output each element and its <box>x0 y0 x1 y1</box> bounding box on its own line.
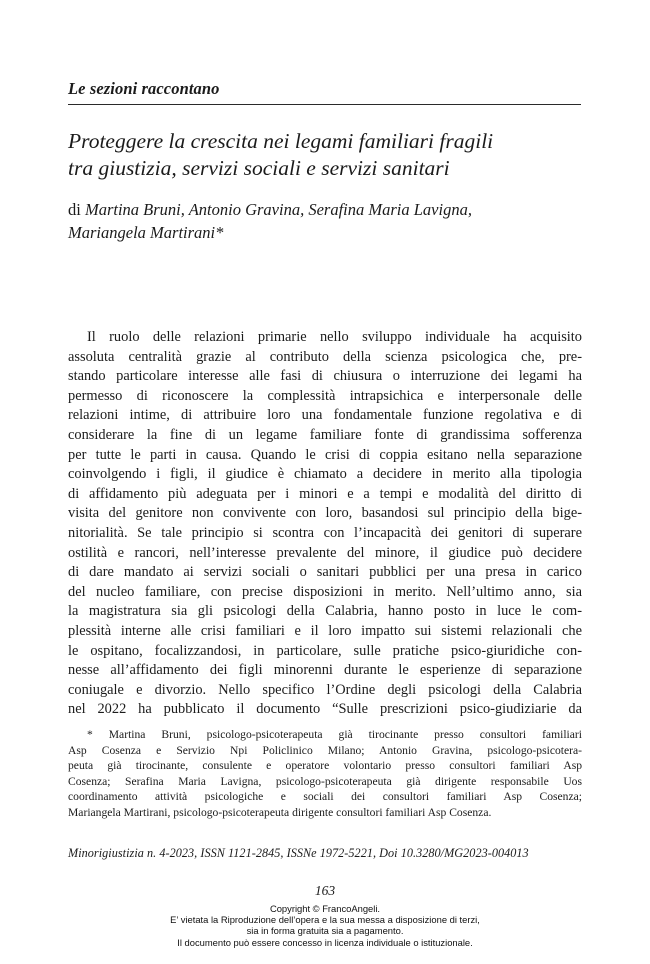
body-line: di affidamento più adeguata per i minori e a tempi e modalità del diritto di <box>68 485 582 502</box>
body-line: coinvolgendo i figli, il giudice è chiamato a decidere in merito alla tipologia <box>68 466 582 483</box>
article-title-line: tra giustizia, servizi sociali e servizi sanitari <box>68 156 450 180</box>
copyright-notice <box>68 903 582 948</box>
body-line: per tutte le parti in causa. Quando le crisi di coppia esitano nella separazione <box>68 446 582 463</box>
body-line: coniugale e divorzio. Nello specifico l’Ordine degli psicologi della Calabria <box>68 681 582 698</box>
footnote-line: coordinamento attività psicologiche e sociali dei consultori familiari Asp Cosenza; <box>68 790 582 804</box>
article-title <box>68 128 582 182</box>
copyright-line: Il documento può essere concesso in licenza individuale o istituzionale. <box>177 936 473 948</box>
footnote-line: Mariangela Martirani, psicologo-psicoterapeuta dirigente consultori familiari Asp Cosenza. <box>68 805 492 819</box>
section-label: Le sezioni raccontano <box>68 79 220 98</box>
body-line: Il ruolo delle relazioni primarie nello sviluppo individuale ha acquisito <box>87 329 582 345</box>
footnote-line: * Martina Bruni, psicologo-psicoterapeuta già tirocinante presso consultori familiari <box>87 728 582 741</box>
body-line: stando particolare interesse alle fasi di chiusura o interruzione dei legami ha <box>68 368 582 385</box>
body-line: del nucleo familiare, con precise disposizioni in merito. Nell’ultimo anno, sia <box>68 583 582 600</box>
author-footnote <box>68 727 582 821</box>
body-line: visita del genitore non convivente con loro, basandosi sul principio della bige- <box>68 505 582 522</box>
body-line: ostilità e rancori, nell’interesse prevalente del minore, il giudice può decidere <box>68 544 582 561</box>
page-number: 163 <box>314 883 336 898</box>
copyright-line: Copyright © FrancoAngeli. <box>269 903 381 914</box>
journal-citation: Minorigiustizia n. 4-2023, ISSN 1121-2845, ISSNe 1972-5221, Doi 10.3280/MG2023-004013 <box>68 846 529 860</box>
body-line: permesso di riconoscere la complessità intrapsichica e interpersonale delle <box>68 387 582 404</box>
body-line: la magistratura sia gli psicologi della Calabria, hanno posto in luce le com- <box>68 603 582 620</box>
body-line: le ospitano, focalizzandosi, in particolare, sulle pratiche psico-giuridiche con- <box>68 642 582 659</box>
article-title-line: Proteggere la crescita nei legami familiari fragili <box>68 129 494 153</box>
body-line: nel 2022 ha pubblicato il documento “Sulle prescrizioni psico-giudiziarie da <box>68 701 582 718</box>
body-line: di dare mandato ai servizi sociali o sanitari pubblici per una presa in carico <box>68 564 582 581</box>
author-byline-line <box>68 198 582 221</box>
body-line: nesse all’affidamento dei figli minorenni durante le esperienze di separazione <box>68 662 582 679</box>
byline-prefix: di <box>68 200 81 219</box>
footnote-line: peuta già tirocinante, consulente e operatore volontario presso consultori familiari Asp <box>68 759 582 773</box>
footnote-line: Asp Cosenza e Servizio Npi Policlinico Milano; Antonio Gravina, psicologo-psicotera- <box>68 743 582 757</box>
article-page <box>68 0 582 964</box>
footnote-line: Cosenza; Serafina Maria Lavigna, psicologo-psicoterapeuta già dirigente responsabile Uos <box>68 774 582 788</box>
author-names: Martina Bruni, Antonio Gravina, Serafina Maria Lavigna, <box>84 200 472 219</box>
author-names: Mariangela Martirani* <box>68 223 224 242</box>
body-line: relazioni intime, di attribuire loro una fondamentale funzione regolativa e di <box>68 407 582 424</box>
copyright-line: sia in forma gratuita sia a pagamento. <box>246 925 404 937</box>
body-line: considerare la fine di un legame familiare fonte di grandissima sofferenza <box>68 426 582 443</box>
body-line: assoluta centralità grazie al contributo della scienza psicologica che, pre- <box>68 348 582 365</box>
body-line: nitorialità. Se tale principio si scontra con l’incapacità dei genitori di superare <box>68 524 582 541</box>
body-line: plessità interne alle crisi familiari e il loro impatto sui sistemi relazionali che <box>68 622 582 639</box>
author-byline <box>68 198 582 244</box>
body-paragraph <box>68 328 582 720</box>
section-divider <box>68 104 581 105</box>
copyright-line: E’ vietata la Riproduzione dell’opera e la sua messa a disposizione di terzi, <box>170 914 480 926</box>
